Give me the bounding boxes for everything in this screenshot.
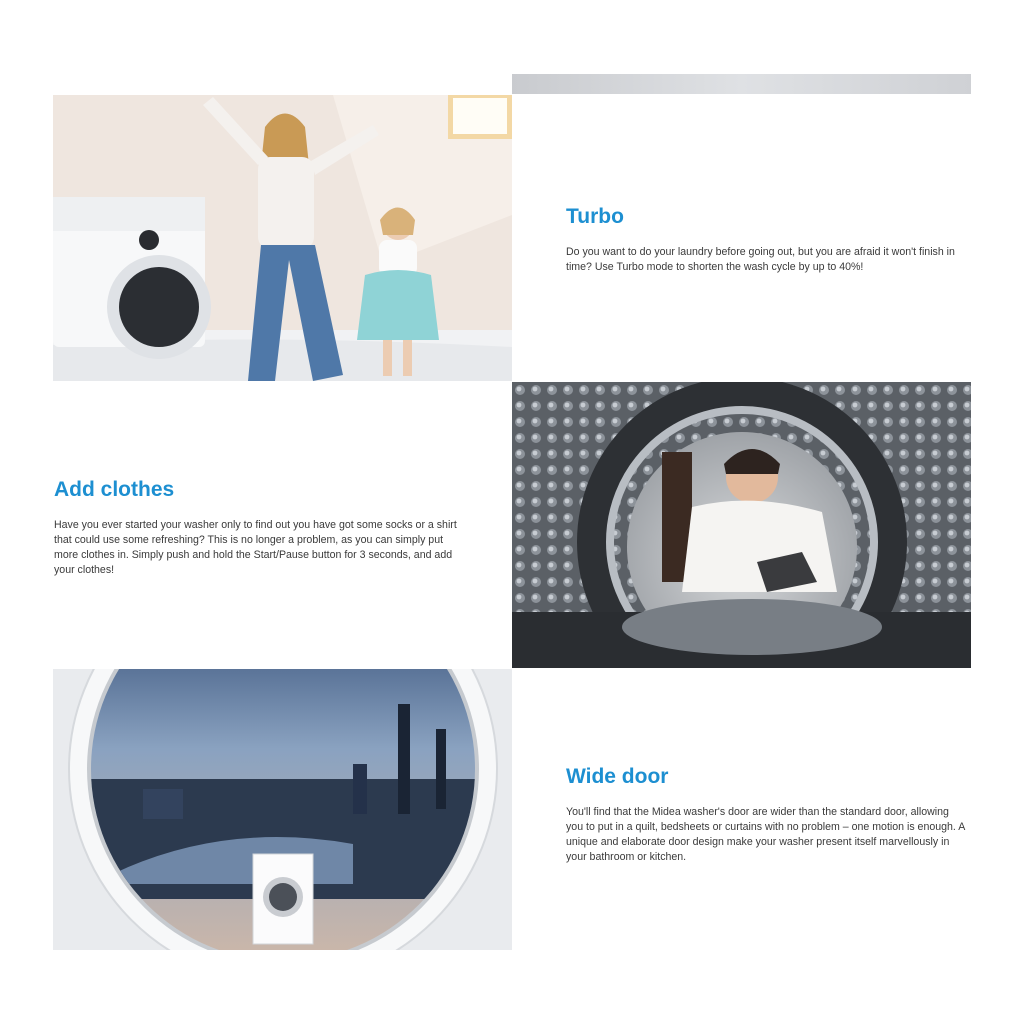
- top-gradient-strip: [512, 74, 971, 94]
- add-clothes-title: Add clothes: [54, 478, 175, 501]
- wide-door-description: You'll find that the Midea washer's door are wider than the standard door, allowing you to put in a quilt, bedsheets or curtains with no problem – one motion is enough. A unique and elaborate door design make your washer present itself marvellously in your bathroom or kitchen.: [566, 806, 965, 863]
- wide-door-city-image: [53, 669, 512, 950]
- wide-door-feature: [566, 765, 966, 865]
- wide-door-title: Wide door: [566, 765, 669, 788]
- add-clothes-description: Have you ever started your washer only to find out you have got some socks or a shirt that could use some refreshing? This is no longer a problem, as you can simply put more clothes in. Simply push and hold the Start/Pause button for 3 seconds, and add your clothes!: [54, 519, 457, 576]
- kids-jumping-image: [53, 95, 512, 381]
- add-clothes-feature: [54, 478, 466, 578]
- turbo-feature: [566, 205, 976, 275]
- turbo-description: Do you want to do your laundry before going out, but you are afraid it won't finish in time? Use Turbo mode to shorten the wash cycle by up to 40%!: [566, 246, 955, 273]
- washer-drum-image: [512, 382, 971, 668]
- turbo-title: Turbo: [566, 205, 624, 228]
